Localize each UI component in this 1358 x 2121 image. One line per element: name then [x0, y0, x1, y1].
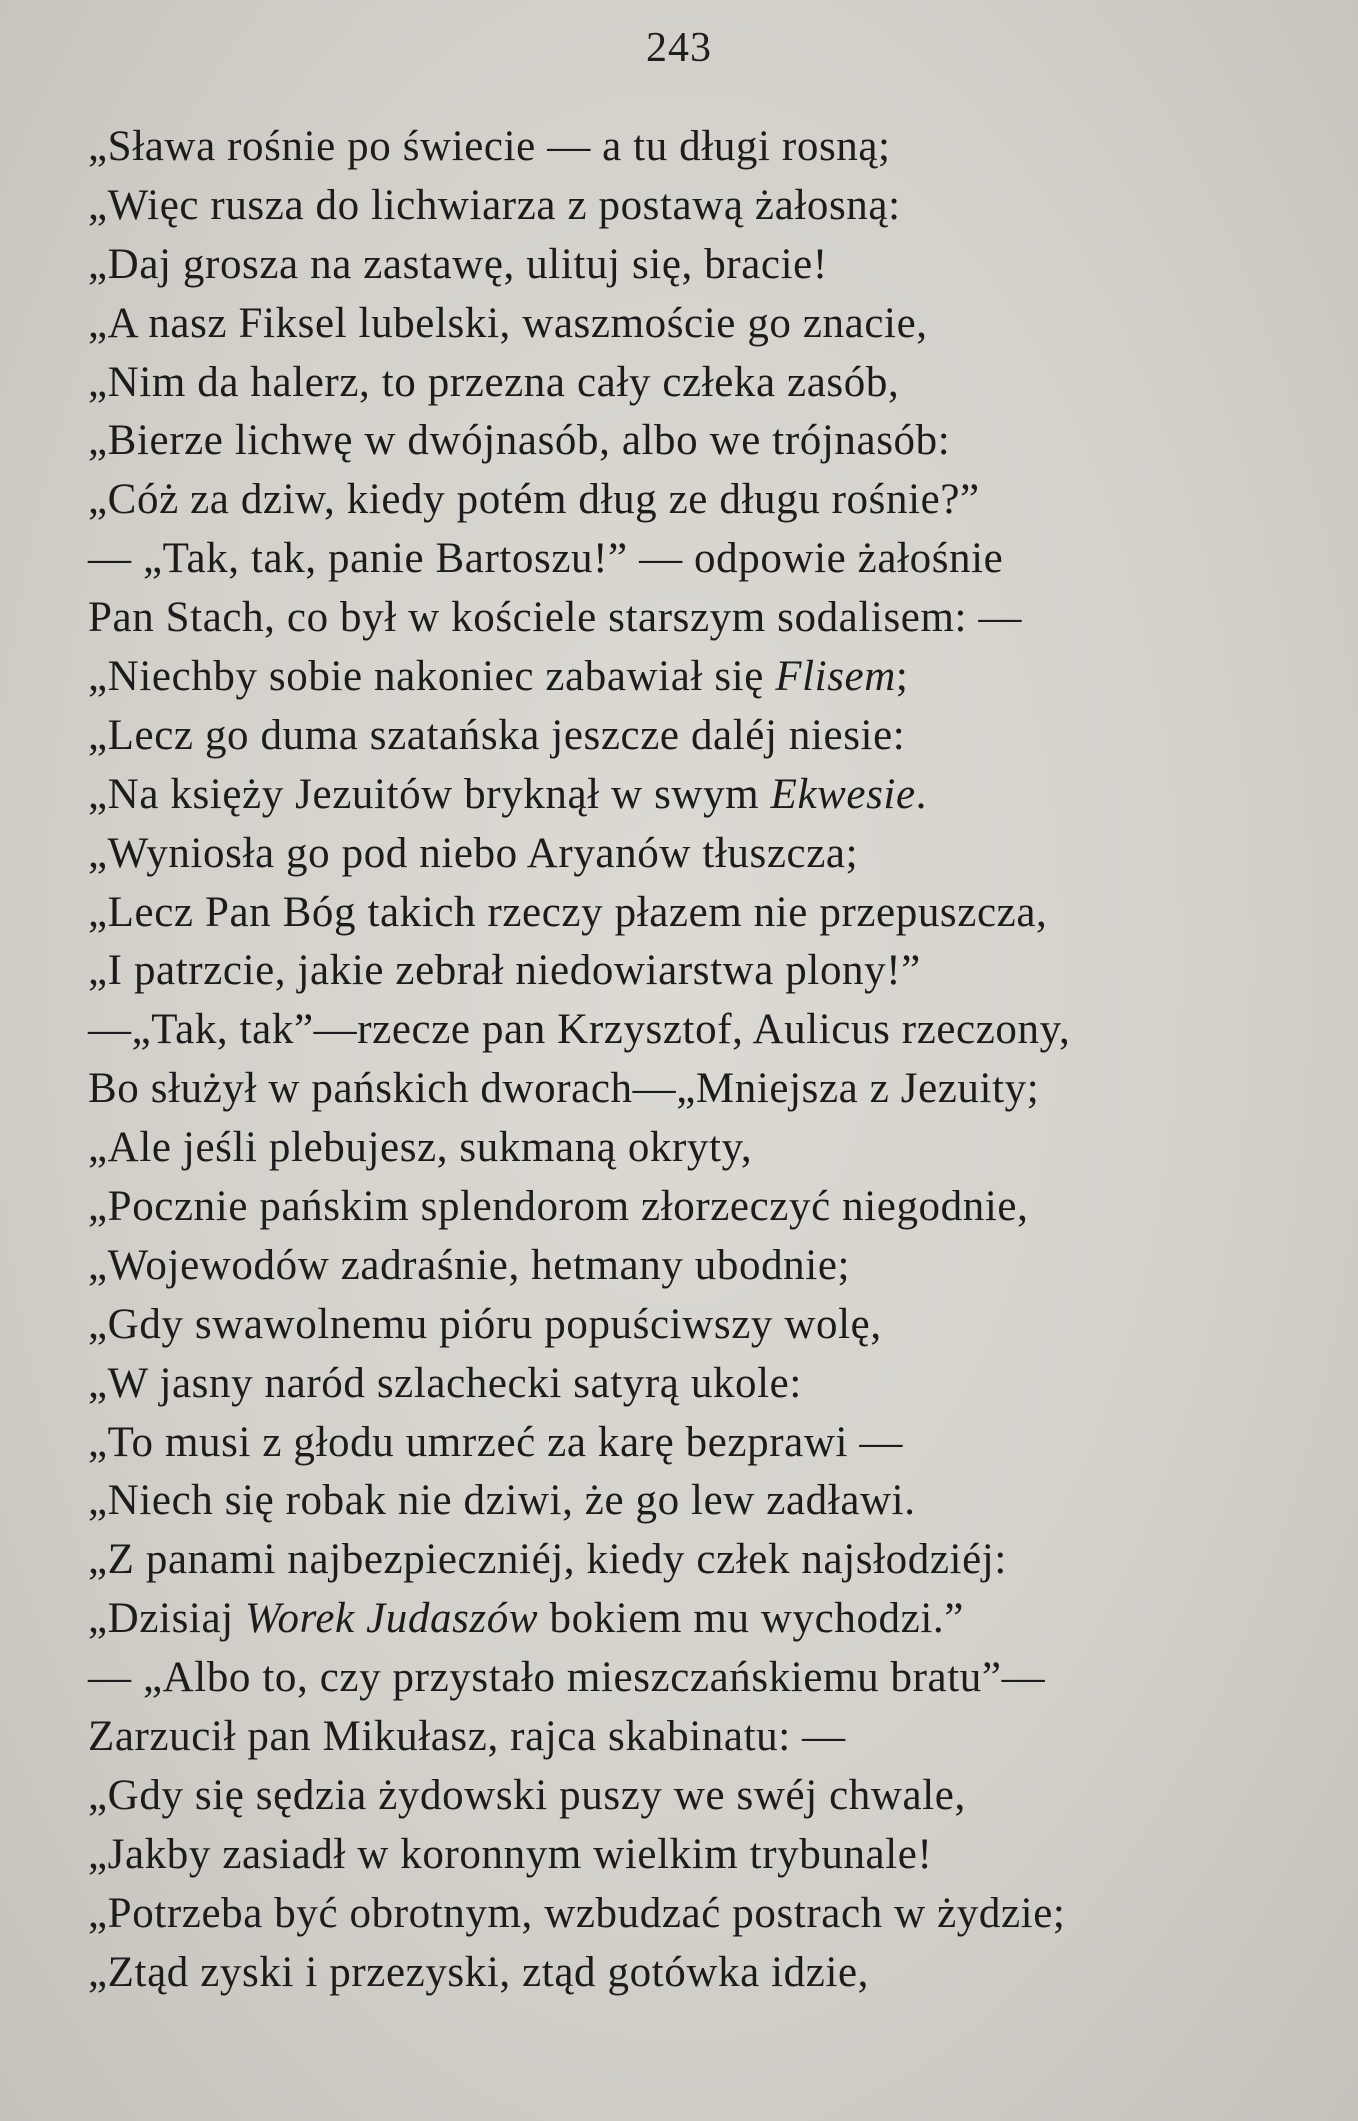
verse-line: „Lecz go duma szatańska jeszcze daléj niesie: — [88, 711, 906, 759]
verse-line: — „Albo to, czy przystało mieszczańskiemu bratu”— — [88, 1654, 1046, 1702]
italic-title: Flisem — [775, 653, 896, 701]
verse-line: „Ale jeśli plebujesz, sukmaną okryty, — [88, 1124, 753, 1172]
verse-line: „Dzisiaj Worek Judaszów bokiem mu wychodzi.” — [88, 1595, 964, 1643]
verse-line: „Bierze lichwę w dwójnasób, albo we trójnasób: — [88, 417, 951, 465]
verse-line: „Więc rusza do lichwiarza z postawą żałosną: — [88, 181, 901, 229]
verse-line: „Potrzeba być obrotnym, wzbudzać postrach w żydzie; — [88, 1889, 1066, 1937]
verse-line: „Sława rośnie po świecie — a tu długi rosną; — [88, 123, 891, 170]
verse-line: „I patrzcie, jakie zebrał niedowiarstwa plony!” — [88, 947, 921, 995]
verse-line: „Nim da halerz, to przezna cały człeka zasób, — [88, 358, 900, 406]
verse-line: —„Tak, tak”—rzecze pan Krzysztof, Aulicus rzeczony, — [88, 1006, 1071, 1054]
verse-line: „Ztąd zyski i przezyski, ztąd gotówka idzie, — [88, 1948, 870, 1996]
verse-line: „Pocznie pańskim splendorom złorzeczyć niegodnie, — [88, 1183, 1029, 1231]
verse-line: „Cóż za dziw, kiedy potém dług ze długu rośnie?” — [88, 476, 980, 524]
verse-line: „Na księży Jezuitów bryknął w swym Ekwesie. — [88, 770, 928, 818]
verse-line: „Wyniosła go pod niebo Aryanów tłuszcza; — [88, 829, 859, 877]
verse-line: „Gdy swawolnemu pióru popuściwszy wolę, — [88, 1300, 882, 1348]
verse-line: „Niechby sobie nakoniec zabawiał się Flisem; — [88, 653, 909, 701]
poem-text — [88, 118, 1288, 2003]
verse-line: „Niech się robak nie dziwi, że go lew zadławi. — [88, 1477, 916, 1525]
verse-line: „A nasz Fiksel lubelski, waszmoście go znacie, — [88, 299, 928, 347]
verse-line: „Daj grosza na zastawę, ulituj się, bracie! — [88, 240, 828, 288]
verse-line: „Wojewodów zadraśnie, hetmany ubodnie; — [88, 1241, 851, 1289]
italic-title: Worek Judaszów — [245, 1595, 539, 1643]
italic-title: Ekwesie — [770, 770, 916, 818]
verse-line: Bo służył w pańskich dworach—„Mniejsza z Jezuity; — [88, 1065, 1040, 1113]
page-number: 243 — [646, 25, 712, 71]
verse-line: „Gdy się sędzia żydowski puszy we swéj chwale, — [88, 1771, 966, 1819]
verse-line: „Z panami najbezpieczniéj, kiedy człek najsłodziéj: — [88, 1536, 1007, 1584]
verse-line: „To musi z głodu umrzeć za karę bezprawi — — [88, 1418, 903, 1466]
verse-line: „W jasny naród szlachecki satyrą ukole: — [88, 1359, 802, 1407]
verse-line: Pan Stach, co był w kościele starszym sodalisem: — — [88, 594, 1023, 642]
verse-line: „Lecz Pan Bóg takich rzeczy płazem nie przepuszcza, — [88, 888, 1048, 936]
verse-line: „Jakby zasiadł w koronnym wielkim trybunale! — [88, 1830, 933, 1878]
verse-line: — „Tak, tak, panie Bartoszu!” — odpowie żałośnie — [88, 535, 1004, 583]
verse-line: Zarzucił pan Mikułasz, rajca skabinatu: — — [88, 1713, 846, 1761]
